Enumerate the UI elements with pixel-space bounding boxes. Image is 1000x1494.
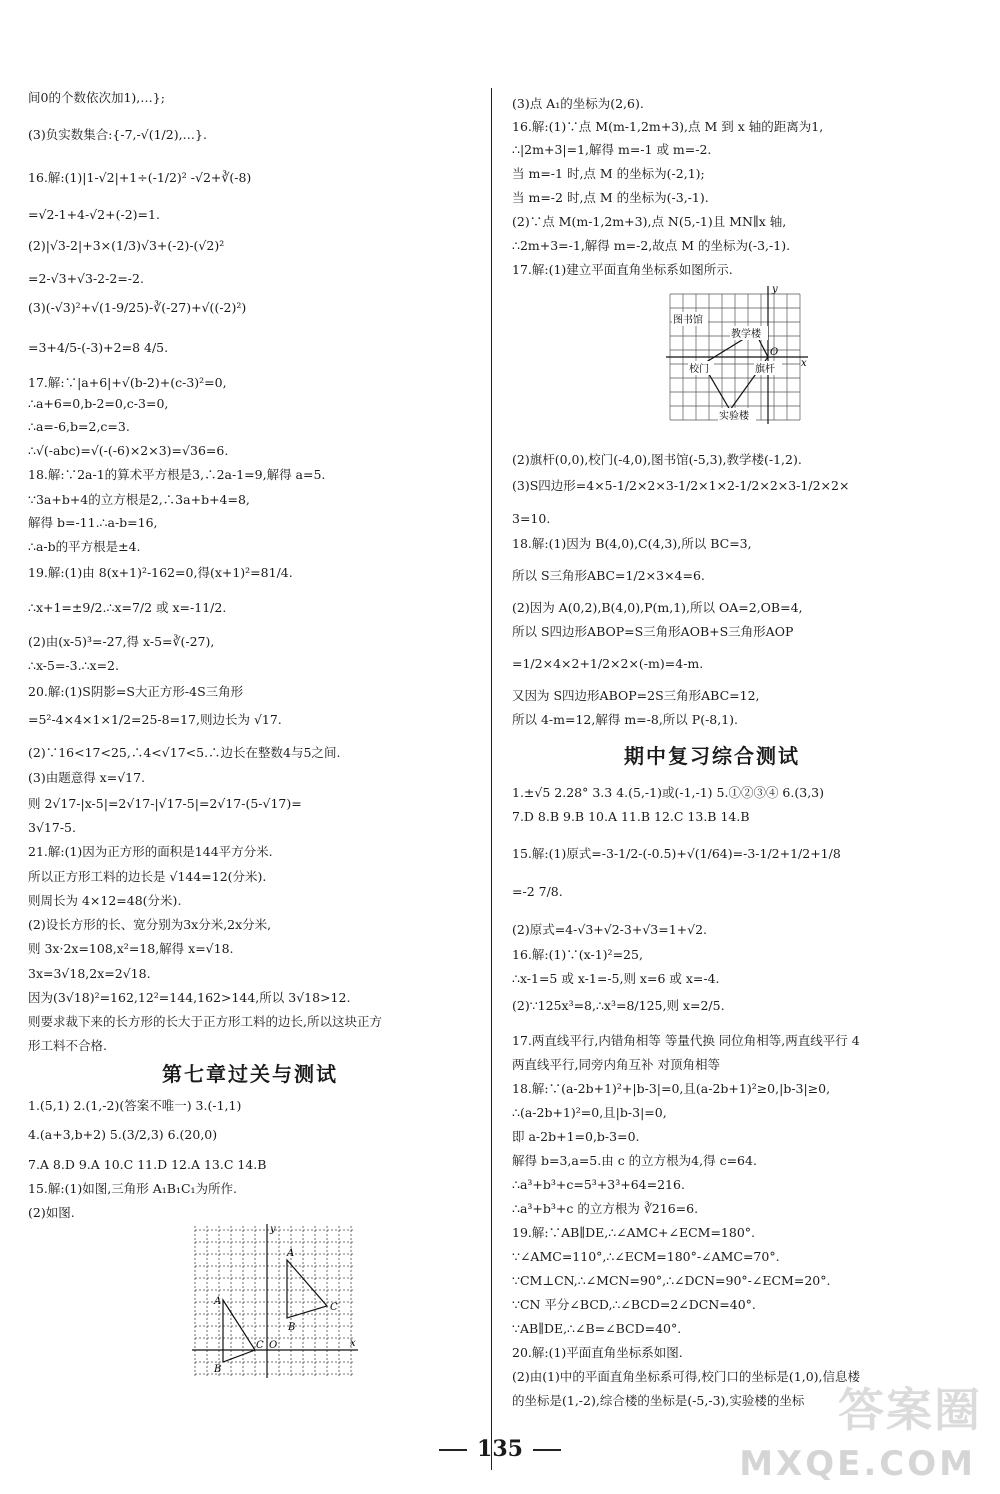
right-text-line: 18.解:(1)因为 B(4,0),C(4,3),所以 BC=3,	[512, 536, 752, 551]
left-text-line: (2)∵16<17<25,∴4<√17<5.∴边长在整数4与5之间.	[28, 745, 341, 760]
right-text-line: ∵CN 平分∠BCD,∴∠BCD=2∠DCN=40°.	[512, 1297, 756, 1312]
right-text-line: (3)点 A₁的坐标为(2,6).	[512, 96, 644, 111]
left-text-line: ∴x-5=-3.∴x=2.	[28, 658, 119, 673]
right-text-line: ∴|2m+3|=1,解得 m=-1 或 m=-2.	[512, 142, 712, 157]
grid-a-label: A	[287, 1248, 295, 1259]
map-library-label: 图书馆	[673, 315, 703, 326]
left-text-line: 则 3x·2x=108,x²=18,解得 x=√18.	[28, 941, 234, 956]
left-text-line: (3)负实数集合:{-7,-√(1/2),…}.	[28, 127, 207, 142]
left-text-line: 因为(3√18)²=162,12²=144,162>144,所以 3√18>12.	[28, 990, 351, 1005]
map-teaching-label: 教学楼	[731, 329, 761, 340]
right-text-line: 的坐标是(1,-2),综合楼的坐标是(-5,-3),实验楼的坐标	[512, 1393, 805, 1408]
left-text-line: =5²-4×4×1×1/2=25-8=17,则边长为 √17.	[28, 712, 282, 727]
right-text-line: 两直线平行,同旁内角互补 对顶角相等	[512, 1057, 720, 1072]
map-flagpole-label: 旗杆	[755, 364, 775, 375]
right-text-line: 17.两直线平行,内错角相等 等量代换 同位角相等,两直线平行 4	[512, 1033, 860, 1048]
watermark-site: MXQE.COM	[739, 1444, 976, 1484]
midterm-heading: 期中复习综合测试	[624, 744, 800, 768]
right-text-line: 又因为 S四边形ABOP=2S三角形ABC=12,	[512, 688, 760, 703]
chapter-heading: 第七章过关与测试	[162, 1062, 338, 1086]
right-text-line: (2)∵点 M(m-1,2m+3),点 N(5,-1)且 MN∥x 轴,	[512, 214, 787, 229]
right-text-line: ∵AB∥DE,∴∠B=∠BCD=40°.	[512, 1321, 682, 1336]
map-y-label: y	[772, 284, 778, 295]
right-text-line: (2)由(1)中的平面直角坐标系可得,校门口的坐标是(1,0),信息楼	[512, 1369, 860, 1384]
grid-y-label: y	[270, 1224, 276, 1235]
left-text-line: ∴x+1=±9/2.∴x=7/2 或 x=-11/2.	[28, 600, 227, 615]
right-text-line: 当 m=-1 时,点 M 的坐标为(-2,1);	[512, 166, 705, 181]
left-text-line: 20.解:(1)S阴影=S大正方形-4S三角形	[28, 684, 244, 699]
grid-a1-label: A	[214, 1296, 222, 1307]
watermark-logo: 答案圈	[838, 1383, 982, 1437]
left-text-line: ∴a-b的平方根是±4.	[28, 539, 141, 554]
left-text-line: 间0的个数依次加1),…};	[28, 90, 165, 105]
right-text-line: ∴x-1=5 或 x-1=-5,则 x=6 或 x=-4.	[512, 971, 720, 986]
column-divider	[491, 88, 492, 1470]
left-text-line: ∴√(-abc)=√(-(-6)×2×3)=√36=6.	[28, 443, 229, 458]
page-number-dash-right	[533, 1449, 561, 1451]
left-text-line: (2)如图.	[28, 1205, 75, 1220]
right-text-line: ∴a³+b³+c 的立方根为 ∛216=6.	[512, 1201, 699, 1216]
map-lab-label: 实验楼	[719, 411, 749, 422]
right-text-line: ∵∠AMC=110°,∴∠ECM=180°-∠AMC=70°.	[512, 1249, 780, 1264]
left-text-line: (2)设长方形的长、宽分别为3x分米,2x分米,	[28, 917, 272, 932]
right-text-line: ∴(a-2b+1)²=0,且|b-3|=0,	[512, 1105, 667, 1120]
map-origin-label: O	[770, 347, 779, 358]
left-text-line: 21.解:(1)因为正方形的面积是144平方分米.	[28, 844, 273, 859]
right-text-line: 18.解:∵(a-2b+1)²+|b-3|=0,且(a-2b+1)²≥0,|b-3|≥0,	[512, 1081, 831, 1096]
campus-map-figure	[664, 284, 812, 428]
left-text-line: (3)由题意得 x=√17.	[28, 770, 146, 785]
left-text-line: (2)|√3-2|+3×(1/3)√3+(-2)-(√2)²	[28, 238, 225, 253]
left-text-line: 则 2√17-|x-5|=2√17-|√17-5|=2√17-(5-√17)=	[28, 796, 302, 811]
left-text-line: 18.解:∵2a-1的算术平方根是3,∴2a-1=9,解得 a=5.	[28, 467, 326, 482]
right-text-line: 20.解:(1)平面直角坐标系如图.	[512, 1345, 683, 1360]
right-text-line: 16.解:(1)∵点 M(m-1,2m+3),点 M 到 x 轴的距离为1,	[512, 119, 824, 134]
right-text-line: 1.±√5 2.28° 3.3 4.(5,-1)或(-1,-1) 5.①②③④ 6.(3,3)	[512, 785, 824, 800]
left-text-line: =3+4/5-(-3)+2=8 4/5.	[28, 340, 169, 355]
left-text-line: (3)(-√3)²+√(1-9/25)-∛(-27)+√((-2)²)	[28, 300, 247, 315]
left-text-line: 3x=3√18,2x=2√18.	[28, 966, 151, 981]
left-text-line: 1.(5,1) 2.(1,-2)(答案不唯一) 3.(-1,1)	[28, 1098, 242, 1113]
map-x-label: x	[801, 358, 807, 369]
right-text-line: 当 m=-2 时,点 M 的坐标为(-3,-1).	[512, 190, 709, 205]
grid-c1-label: C	[256, 1340, 264, 1351]
right-text-line: 3=10.	[512, 511, 551, 526]
map-gate-label: 校门	[689, 364, 709, 375]
page-number-dash-left	[439, 1449, 467, 1451]
left-text-line: 形工料不合格.	[28, 1038, 107, 1053]
grid-c-label: C	[330, 1302, 338, 1313]
right-text-line: 所以 S四边形ABOP=S三角形AOB+S三角形AOP	[512, 624, 794, 639]
right-text-line: =1/2×4×2+1/2×2×(-m)=4-m.	[512, 656, 704, 671]
right-text-line: 19.解:∵AB∥DE,∴∠AMC+∠ECM=180°.	[512, 1225, 756, 1240]
left-text-line: 则周长为 4×12=48(分米).	[28, 893, 182, 908]
grid-figure	[190, 1222, 360, 1382]
right-text-line: (2)原式=4-√3+√2-3+√3=1+√2.	[512, 922, 708, 937]
left-text-line: 17.解:∵|a+6|+√(b-2)+(c-3)²=0,	[28, 375, 227, 390]
right-text-line: 解得 b=3,a=5.由 c 的立方根为4,得 c=64.	[512, 1153, 757, 1168]
grid-x-label: x	[350, 1338, 356, 1349]
left-text-line: (2)由(x-5)³=-27,得 x-5=∛(-27),	[28, 634, 215, 649]
right-text-line: ∴a³+b³+c=5³+3³+64=216.	[512, 1177, 685, 1192]
right-text-line: 所以 4-m=12,解得 m=-8,所以 P(-8,1).	[512, 712, 739, 727]
left-text-line: 4.(a+3,b+2) 5.(3/2,3) 6.(20,0)	[28, 1127, 218, 1142]
left-text-line: 7.A 8.D 9.A 10.C 11.D 12.A 13.C 14.B	[28, 1157, 267, 1172]
left-text-line: ∴a+6=0,b-2=0,c-3=0,	[28, 396, 169, 411]
grid-b1-label: B	[214, 1364, 222, 1375]
right-text-line: 16.解:(1)∵(x-1)²=25,	[512, 947, 643, 962]
left-text-line: ∴a=-6,b=2,c=3.	[28, 419, 130, 434]
left-text-line: =√2-1+4-√2+(-2)=1.	[28, 207, 160, 222]
right-text-line: ∴2m+3=-1,解得 m=-2,故点 M 的坐标为(-3,-1).	[512, 238, 791, 253]
right-text-line: =-2 7/8.	[512, 884, 563, 899]
left-text-line: 3√17-5.	[28, 820, 76, 835]
right-text-line: 17.解:(1)建立平面直角坐标系如图所示.	[512, 262, 733, 277]
left-text-line: 则要求裁下来的长方形的长大于正方形工料的边长,所以这块正方	[28, 1014, 382, 1029]
right-text-line: (3)S四边形=4×5-1/2×2×3-1/2×1×2-1/2×2×3-1/2×2×	[512, 478, 850, 493]
right-text-line: (2)∵125x³=8,∴x³=8/125,则 x=2/5.	[512, 998, 725, 1013]
watermark	[682, 1374, 982, 1484]
right-text-line: ∵CM⊥CN,∴∠MCN=90°,∴∠DCN=90°-∠ECM=20°.	[512, 1273, 831, 1288]
grid-origin-label: O	[269, 1340, 278, 1351]
right-text-line: (2)旗杆(0,0),校门(-4,0),图书馆(-5,3),教学楼(-1,2).	[512, 452, 802, 467]
right-text-line: 7.D 8.B 9.B 10.A 11.B 12.C 13.B 14.B	[512, 809, 750, 824]
left-text-line: 所以正方形工料的边长是 √144=12(分米).	[28, 869, 267, 884]
left-text-line: 解得 b=-11.∴a-b=16,	[28, 515, 158, 530]
left-text-line: =2-√3+√3-2-2=-2.	[28, 271, 144, 286]
right-text-line: 即 a-2b+1=0,b-3=0.	[512, 1129, 640, 1144]
right-text-line: 15.解:(1)原式=-3-1/2-(-0.5)+√(1/64)=-3-1/2+1/2+1/8	[512, 846, 841, 861]
left-text-line: ∵3a+b+4的立方根是2,∴3a+b+4=8,	[28, 492, 250, 507]
page-number-text: 135	[477, 1436, 523, 1462]
right-text-line: 所以 S三角形ABC=1/2×3×4=6.	[512, 568, 705, 583]
left-text-line: 16.解:(1)|1-√2|+1÷(-1/2)² -√2+∛(-8)	[28, 170, 252, 185]
grid-b-label: B	[288, 1322, 296, 1333]
left-text-line: 15.解:(1)如图,三角形 A₁B₁C₁为所作.	[28, 1181, 238, 1196]
left-text-line: 19.解:(1)由 8(x+1)²-162=0,得(x+1)²=81/4.	[28, 565, 293, 580]
right-text-line: (2)因为 A(0,2),B(4,0),P(m,1),所以 OA=2,OB=4,	[512, 600, 803, 615]
